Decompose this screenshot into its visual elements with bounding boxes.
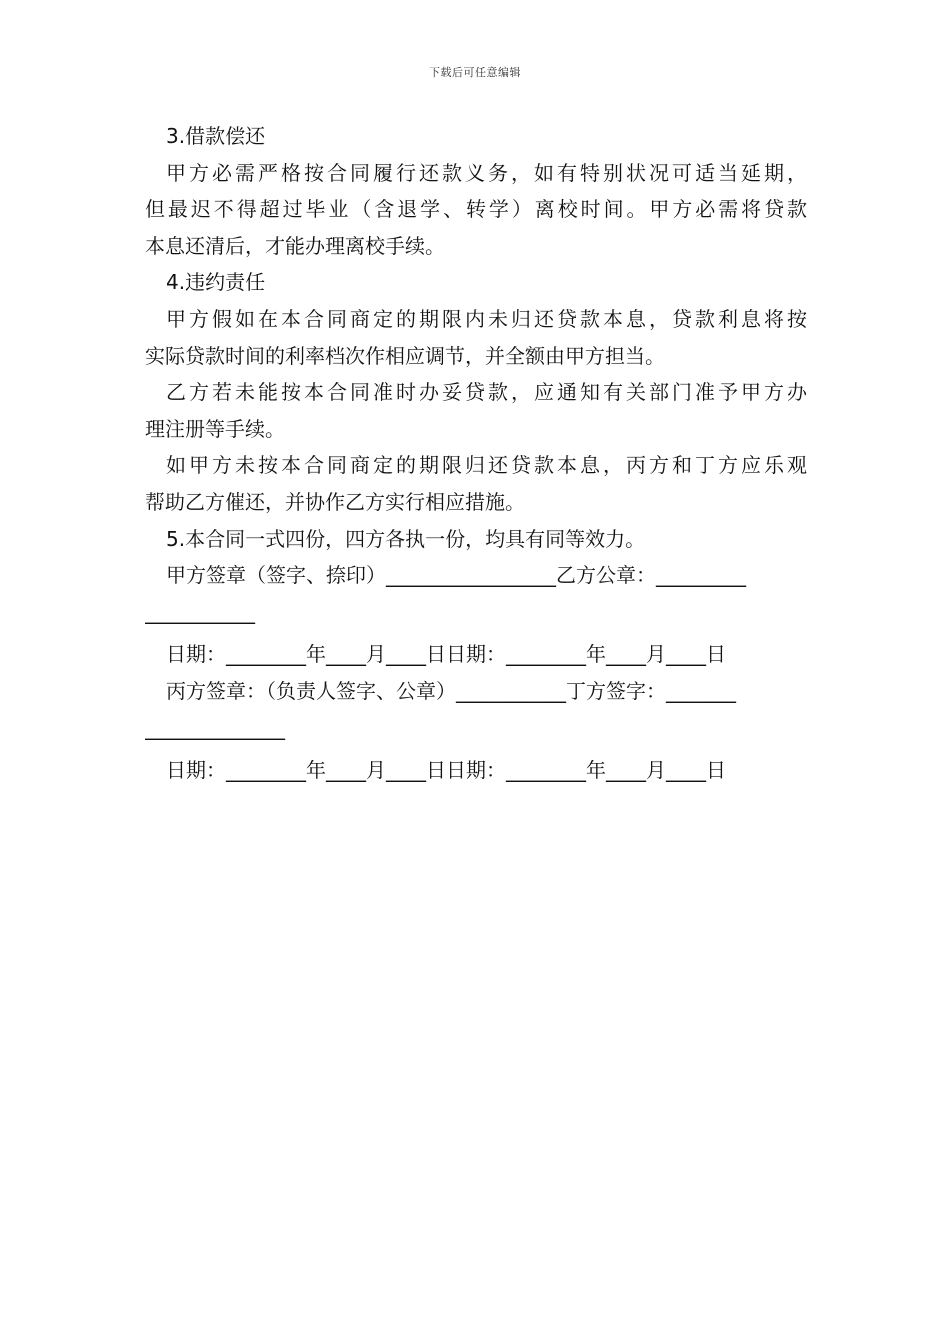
paragraph-line: 甲方必需严格按合同履行还款义务，如有特别状况可适当延期， <box>166 160 807 185</box>
paragraph-line: 甲方假如在本合同商定的期限内未归还贷款本息，贷款利息将按 <box>166 306 807 331</box>
paragraph-line: 乙方若未能按本合同准时办妥贷款，应通知有关部门准予甲方办 <box>166 380 807 405</box>
signature-line-continuation: ______________ <box>145 715 285 740</box>
signature-line-party-c-d: 丙方签章：（负责人签字、公章）___________丁方签字：_______ <box>166 678 736 703</box>
page-header-note: 下载后可任意编辑 <box>429 66 521 79</box>
section-heading-copies: 5.本合同一式四份，四方各执一份，均具有同等效力。 <box>166 526 646 551</box>
date-line-party-c-d: 日期：________年____月____日日期：________年____月____日 <box>166 758 726 783</box>
paragraph-line: 但最迟不得超过毕业（含退学、转学）离校时间。甲方必需将贷款 <box>145 197 807 222</box>
signature-line-party-a-b: 甲方签章（签字、捺印）_________________乙方公章：_________ <box>166 563 746 588</box>
contract-body <box>145 118 807 789</box>
paragraph-line: 实际贷款时间的利率档次作相应调节，并全额由甲方担当。 <box>145 343 665 368</box>
paragraph-line: 帮助乙方催还，并协作乙方实行相应措施。 <box>145 489 525 514</box>
paragraph-line: 理注册等手续。 <box>145 416 285 441</box>
paragraph-line: 本息还清后，才能办理离校手续。 <box>145 233 445 258</box>
signature-line-continuation: ___________ <box>145 599 255 624</box>
section-heading-repayment: 3.借款偿还 <box>166 124 266 148</box>
paragraph-line: 如甲方未按本合同商定的期限归还贷款本息，丙方和丁方应乐观 <box>166 453 807 478</box>
date-line-party-a-b: 日期：________年____月____日日期：________年____月____日 <box>166 642 726 667</box>
section-heading-breach: 4.违约责任 <box>166 270 266 295</box>
